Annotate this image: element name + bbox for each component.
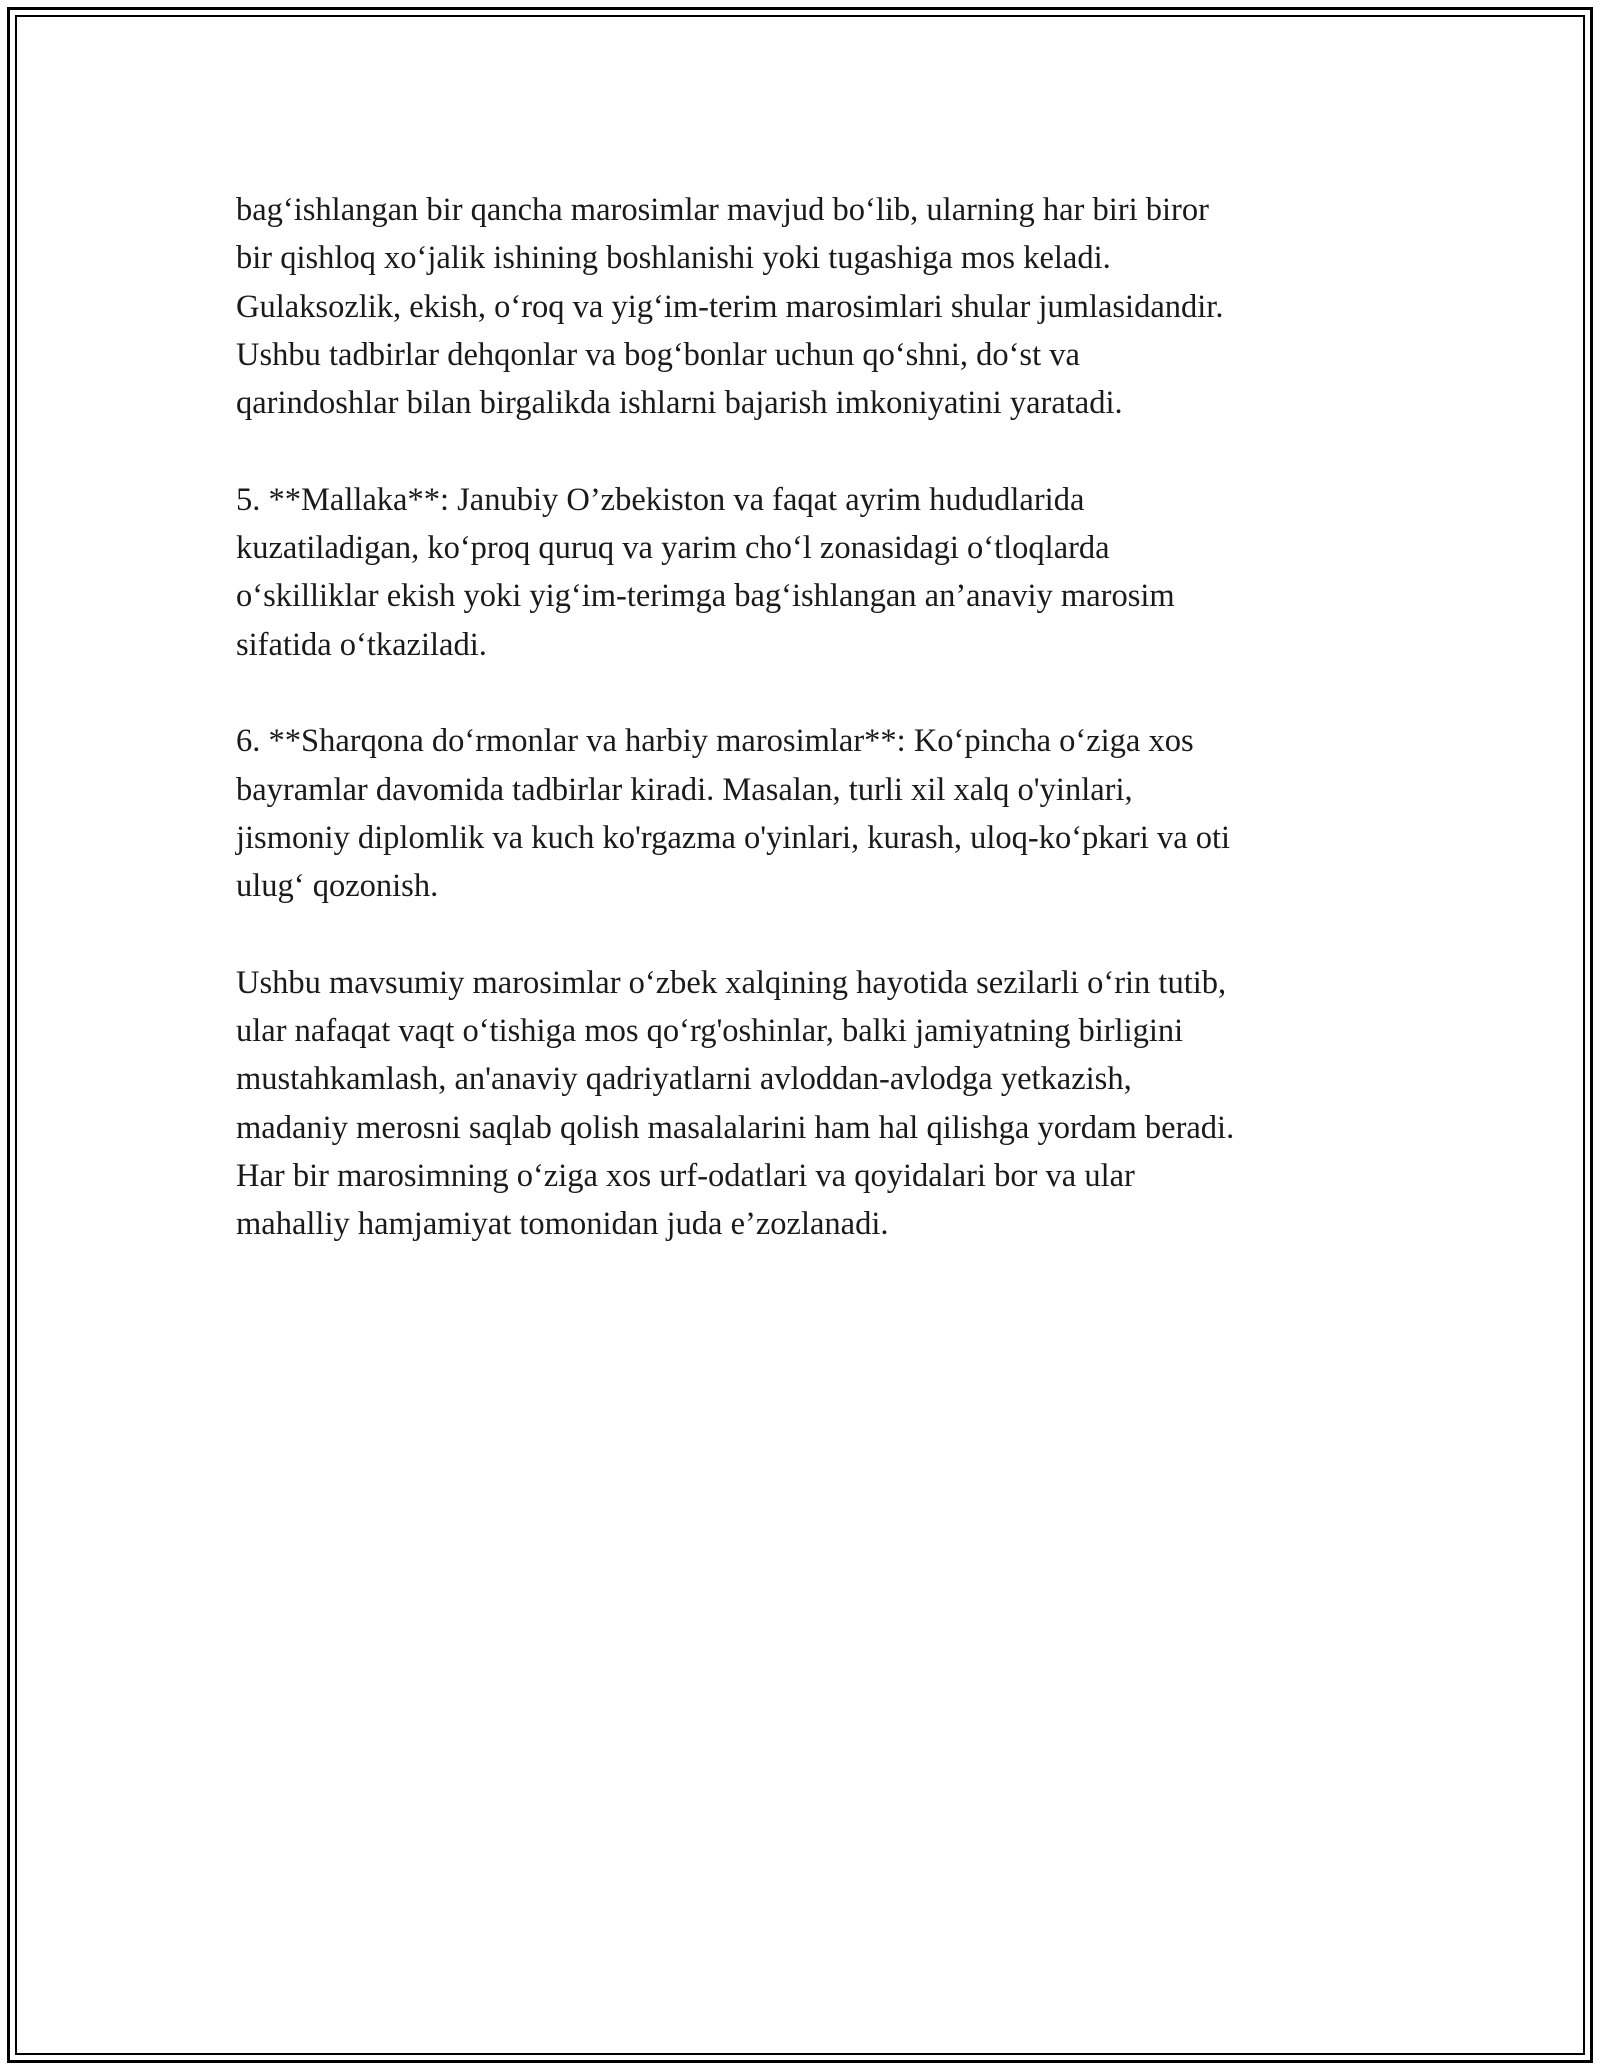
text-line: o‘skilliklar ekish yoki yig‘im-terimga bag‘ishlangan an’anaviy marosim [236,578,1175,615]
text-line: ulug‘ qozonish. [236,868,439,905]
text-line: bag‘ishlangan bir qancha marosimlar mavjud bo‘lib, ularning har biri biror [236,192,1209,228]
text-line: Ushbu mavsumiy marosimlar o‘zbek xalqining hayotida sezilarli o‘rin tutib, [236,964,1227,1001]
text-line: 6. **Sharqona do‘rmonlar va harbiy marosimlar**: Ko‘pincha o‘ziga xos [236,723,1194,760]
text-line: ular nafaqat vaqt o‘tishiga mos qo‘rg'oshinlar, balki jamiyatning birligini [236,1013,1184,1050]
text-line: Gulaksozlik, ekish, o‘roq va yig‘im-terim marosimlari shular jumlasidandir. [236,288,1224,325]
text-line: 5. **Mallaka**: Janubiy O’zbekiston va faqat ayrim hududlarida [236,481,1085,518]
paragraph-item-6-military-rituals [236,717,1376,910]
text-line: kuzatiladigan, ko‘proq quruq va yarim cho‘l zonasidagi o‘tloqlarda [236,530,1110,567]
text-line: qarindoshlar bilan birgalikda ishlarni bajarish imkoniyatini yaratadi. [236,385,1123,422]
text-line: mahalliy hamjamiyat tomonidan juda e’zozlanadi. [236,1206,889,1243]
paragraph-conclusion [236,959,1376,1249]
paragraph-seasonal-agricultural-rituals [236,186,1376,427]
paragraph-item-5-mallaka [236,476,1376,669]
text-line: bayramlar davomida tadbirlar kiradi. Masalan, turli xil xalq o'yinlari, [236,771,1133,808]
text-line: sifatida o‘tkaziladi. [236,626,487,663]
text-line: jismoniy diplomlik va kuch ko'rgazma o'yinlari, kurash, uloq-ko‘pkari va oti [236,819,1231,856]
text-line: mustahkamlash, an'anaviy qadriyatlarni avloddan-avlodga yetkazish, [236,1061,1132,1098]
text-line: Har bir marosimning o‘ziga xos urf-odatlari va qoyidalari bor va ular [236,1157,1135,1194]
text-line: madaniy merosni saqlab qolish masalalarini ham hal qilishga yordam beradi. [236,1109,1235,1146]
text-line: bir qishloq xo‘jalik ishining boshlanishi yoki tugashiga mos keladi. [236,240,1111,277]
document-body [236,186,1376,1297]
text-line: Ushbu tadbirlar dehqonlar va bog‘bonlar uchun qo‘shni, do‘st va [236,336,1080,373]
